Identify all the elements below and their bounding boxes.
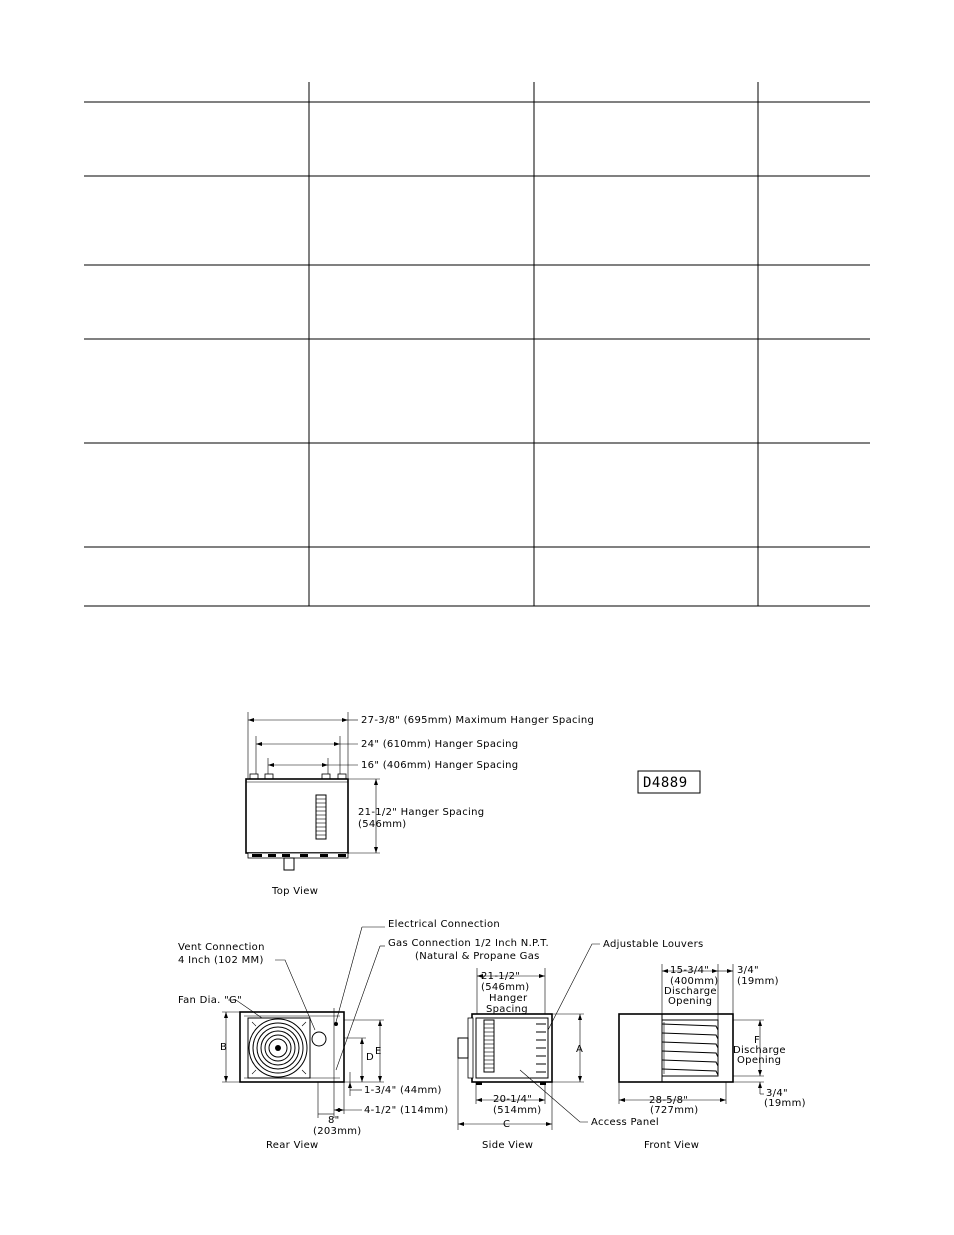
side-hanger-line1: 21-1/2" xyxy=(481,971,521,982)
side-access-panel-label: Access Panel xyxy=(591,1117,659,1128)
rear-gas-label-line1: Gas Connection 1/2 Inch N.P.T. xyxy=(388,938,550,949)
front-view-caption: Front View xyxy=(644,1140,700,1151)
rear-vent-label-line1: Vent Connection xyxy=(178,942,265,953)
rear-vent-label-line2: 4 Inch (102 MM) xyxy=(178,955,264,966)
side-dim-a: A xyxy=(576,1044,584,1055)
front-louvers xyxy=(662,1022,718,1075)
front-dim-f-line3: Opening xyxy=(737,1055,782,1066)
rear-fan xyxy=(248,1018,310,1078)
rear-dim-e: E xyxy=(375,1046,382,1057)
side-louvers xyxy=(536,1024,546,1072)
front-top-3-4-line2: (19mm) xyxy=(737,976,779,987)
front-bottom-3-4-line1: 3/4" xyxy=(766,1088,788,1099)
rear-dim-b: B xyxy=(220,1042,228,1053)
vent-connection-circle xyxy=(312,1032,326,1046)
drawing-code: D4889 xyxy=(643,775,688,791)
rear-dim-4-1-2: 4-1/2" (114mm) xyxy=(364,1105,449,1116)
rear-view-caption: Rear View xyxy=(266,1140,319,1151)
rear-gas-label-line2: (Natural & Propane Gas xyxy=(415,951,540,962)
side-louvers-label: Adjustable Louvers xyxy=(603,939,704,950)
top-dim-16-spacing: 16" (406mm) Hanger Spacing xyxy=(361,760,519,771)
top-view-grille xyxy=(316,795,326,839)
top-view xyxy=(246,712,594,897)
top-dim-max-spacing: 27-3/8" (695mm) Maximum Hanger Spacing xyxy=(361,715,595,726)
rear-dim-1-3-4: 1-3/4" (44mm) xyxy=(364,1085,442,1096)
rear-fan-label: Fan Dia. "G" xyxy=(178,995,242,1006)
rear-view xyxy=(178,919,549,1151)
front-opening-line4: Opening xyxy=(668,996,713,1007)
side-hanger-line2: (546mm) xyxy=(481,982,530,993)
front-bottom-3-4-line2: (19mm) xyxy=(764,1098,806,1109)
side-grille xyxy=(484,1020,494,1072)
front-width-line2: (727mm) xyxy=(650,1105,699,1116)
top-view-caption: Top View xyxy=(272,886,319,897)
top-dim-24-spacing: 24" (610mm) Hanger Spacing xyxy=(361,739,519,750)
drawing-code-box xyxy=(638,771,700,793)
top-view-cabinet xyxy=(246,779,348,853)
rear-dim-d: D xyxy=(366,1052,375,1063)
rear-electrical-label: Electrical Connection xyxy=(388,919,501,930)
side-dim-20-1-4-line1: 20-1/4" xyxy=(493,1094,533,1105)
front-opening-line1: 15-3/4" xyxy=(670,965,710,976)
front-opening-line3: Discharge xyxy=(664,986,717,997)
side-dim-c: C xyxy=(503,1119,511,1130)
rear-dim-8-line1: 8" xyxy=(328,1115,340,1126)
front-width-line1: 28-5/8" xyxy=(649,1095,689,1106)
front-top-3-4-line1: 3/4" xyxy=(737,965,759,976)
side-view-caption: Side View xyxy=(482,1140,534,1151)
side-hanger-line3: Hanger xyxy=(489,993,528,1004)
side-hanger-line4: Spacing xyxy=(486,1004,528,1015)
top-dim-depth-line1: 21-1/2" Hanger Spacing xyxy=(358,807,485,818)
front-dim-f-line1: F xyxy=(754,1035,761,1046)
top-dim-depth-line2: (546mm) xyxy=(358,819,407,830)
side-dim-20-1-4-line2: (514mm) xyxy=(493,1105,542,1116)
front-dim-f-line2: Discharge xyxy=(733,1045,786,1056)
rear-dim-8-line2: (203mm) xyxy=(313,1126,362,1137)
front-opening-line2: (400mm) xyxy=(670,976,719,987)
